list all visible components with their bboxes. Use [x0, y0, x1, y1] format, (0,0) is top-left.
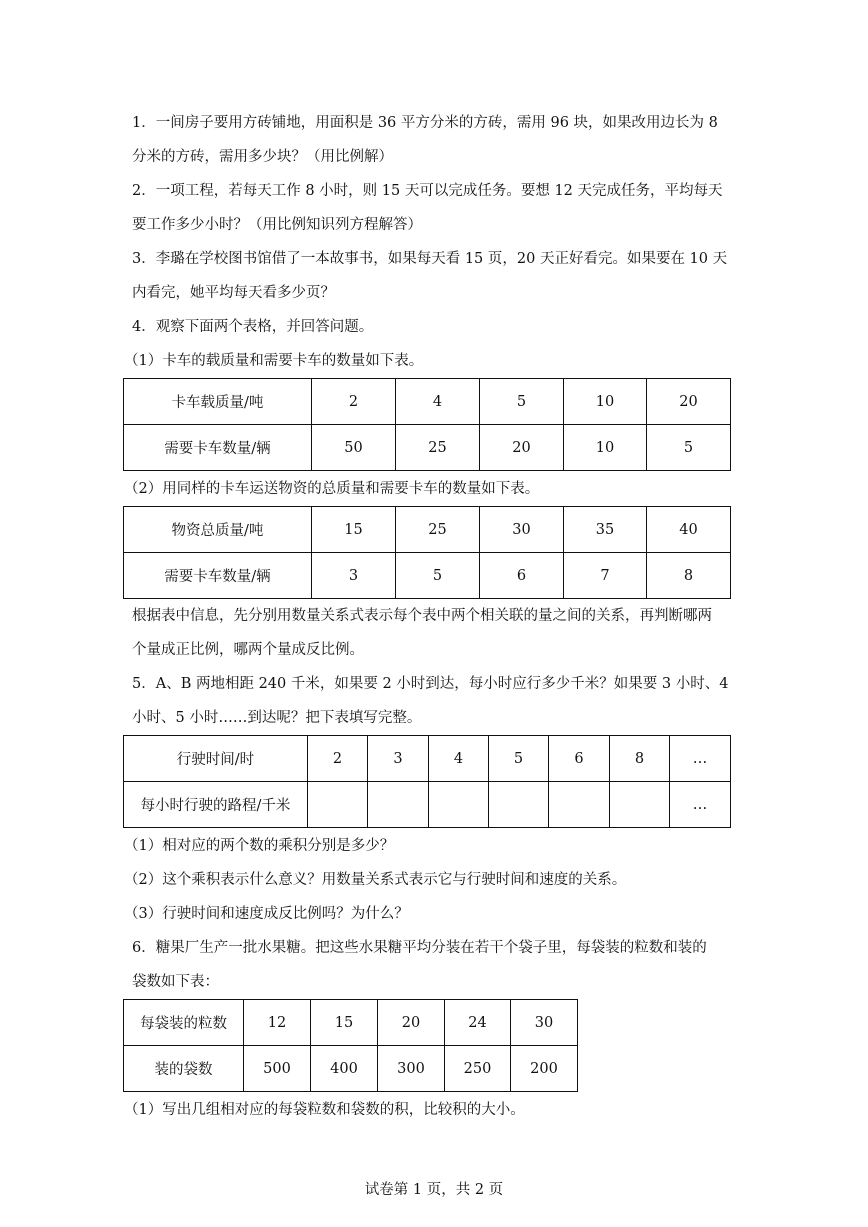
q1-line1: 1．一间房子要用方砖铺地，用面积是 36 平方分米的方砖，需用 96 块，如果改用边长为 8 — [132, 115, 718, 131]
table-cell: 300 — [378, 1046, 445, 1092]
table-cell: 20 — [647, 379, 731, 425]
row-header: 行驶时间/时 — [124, 736, 308, 782]
blank-cell — [429, 782, 489, 828]
table-cell: 6 — [549, 736, 610, 782]
table-cell: 40 — [647, 507, 731, 553]
table-cell: 8 — [647, 553, 731, 599]
table-row — [124, 379, 731, 425]
blank-cell — [610, 782, 670, 828]
q5-sub3: （3）行驶时间和速度成反比例吗？为什么？ — [124, 906, 409, 922]
q5-line1: 5．A、B 两地相距 240 千米，如果要 2 小时到达，每小时应行多少千米？如果要 3 小时、4 — [132, 676, 729, 692]
table-cell: 5 — [396, 553, 480, 599]
table-cell: 250 — [445, 1046, 511, 1092]
travel-time-table — [123, 735, 731, 828]
table-cell: 25 — [396, 507, 480, 553]
table-cell: 6 — [480, 553, 564, 599]
table-cell: 3 — [368, 736, 429, 782]
q6-line1: 6．糖果厂生产一批水果糖。把这些水果糖平均分装在若干个袋子里，每袋装的粒数和装的 — [132, 940, 707, 956]
table-cell: 12 — [244, 1000, 311, 1046]
q4-after-line1: 根据表中信息，先分别用数量关系式表示每个表中两个相关联的量之间的关系，再判断哪两 — [132, 608, 712, 624]
table-cell: 25 — [396, 425, 480, 471]
q2-line2: 要工作多少小时？（用比例知识列方程解答） — [132, 217, 422, 233]
table-row — [124, 782, 731, 828]
table-cell: 5 — [647, 425, 731, 471]
row-header: 卡车载质量/吨 — [124, 379, 312, 425]
q3-line1: 3．李璐在学校图书馆借了一本故事书，如果每天看 15 页，20 天正好看完。如果要在 10 天 — [132, 251, 728, 267]
table-cell: 400 — [311, 1046, 378, 1092]
row-header: 每小时行驶的路程/千米 — [124, 782, 308, 828]
candy-bag-table — [123, 999, 578, 1092]
q4-after-line2: 个量成正比例，哪两个量成反比例。 — [132, 642, 364, 658]
row-header: 每袋装的粒数 — [124, 1000, 244, 1046]
table-cell: 20 — [378, 1000, 445, 1046]
table-cell: 20 — [480, 425, 564, 471]
row-header: 需要卡车数量/辆 — [124, 425, 312, 471]
table-cell: 8 — [610, 736, 670, 782]
q4-title: 4．观察下面两个表格，并回答问题。 — [132, 319, 374, 335]
blank-cell — [549, 782, 610, 828]
table-cell: 50 — [312, 425, 396, 471]
truck-capacity-table — [123, 378, 731, 471]
table-cell: … — [670, 736, 731, 782]
table-row — [124, 1000, 578, 1046]
q3-line2: 内看完，她平均每天看多少页？ — [132, 285, 335, 301]
q6-line2: 袋数如下表： — [132, 974, 219, 990]
q5-line2: 小时、5 小时……到达呢？把下表填写完整。 — [132, 710, 422, 726]
table-cell: 2 — [312, 379, 396, 425]
q5-sub1: （1）相对应的两个数的乘积分别是多少？ — [124, 838, 395, 854]
table-cell: 4 — [396, 379, 480, 425]
table-cell: 200 — [511, 1046, 578, 1092]
blank-cell — [489, 782, 549, 828]
table-cell: 30 — [511, 1000, 578, 1046]
table-cell: 5 — [480, 379, 564, 425]
q4-sub2: （2）用同样的卡车运送物资的总质量和需要卡车的数量如下表。 — [124, 481, 540, 497]
row-header: 需要卡车数量/辆 — [124, 553, 312, 599]
q6-sub1: （1）写出几组相对应的每袋粒数和袋数的积，比较积的大小。 — [124, 1102, 525, 1118]
table-cell: 35 — [564, 507, 647, 553]
blank-cell — [368, 782, 429, 828]
table-row — [124, 1046, 578, 1092]
q5-sub2: （2）这个乘积表示什么意义？用数量关系式表示它与行驶时间和速度的关系。 — [124, 872, 627, 888]
table-row — [124, 736, 731, 782]
table-cell: … — [670, 782, 731, 828]
table-cell: 7 — [564, 553, 647, 599]
q2-line1: 2．一项工程，若每天工作 8 小时，则 15 天可以完成任务。要想 12 天完成任务，平均每天 — [132, 183, 723, 199]
row-header: 装的袋数 — [124, 1046, 244, 1092]
q4-sub1: （1）卡车的载质量和需要卡车的数量如下表。 — [124, 353, 424, 369]
table-cell: 3 — [312, 553, 396, 599]
table-cell: 4 — [429, 736, 489, 782]
table-cell: 15 — [311, 1000, 378, 1046]
table-cell: 10 — [564, 425, 647, 471]
q1-line2: 分米的方砖，需用多少块？（用比例解） — [132, 149, 393, 165]
table-cell: 10 — [564, 379, 647, 425]
page-footer: 试卷第 1 页，共 2 页 — [364, 1182, 504, 1198]
table-cell: 30 — [480, 507, 564, 553]
total-mass-table — [123, 506, 731, 599]
table-cell: 2 — [308, 736, 368, 782]
row-header: 物资总质量/吨 — [124, 507, 312, 553]
table-cell: 5 — [489, 736, 549, 782]
table-row — [124, 553, 731, 599]
table-row — [124, 507, 731, 553]
table-cell: 500 — [244, 1046, 311, 1092]
blank-cell — [308, 782, 368, 828]
table-row — [124, 425, 731, 471]
table-cell: 24 — [445, 1000, 511, 1046]
table-cell: 15 — [312, 507, 396, 553]
